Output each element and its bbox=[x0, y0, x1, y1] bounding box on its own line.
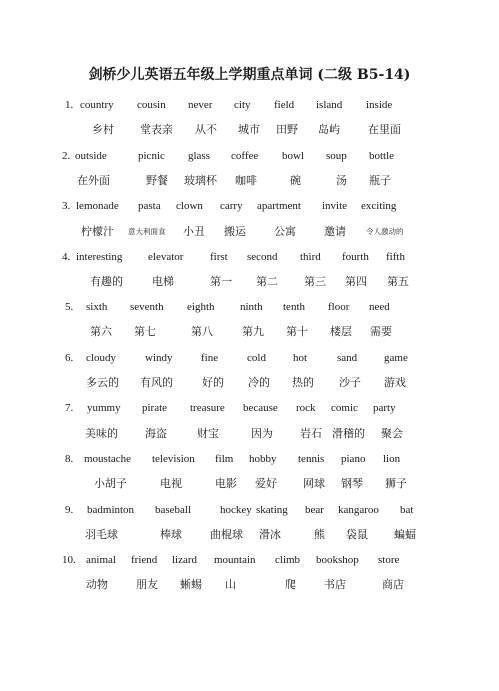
english-word-row bbox=[0, 299, 499, 315]
chinese-meaning: 滑稽的 bbox=[332, 427, 365, 440]
group-number: 9. bbox=[65, 504, 74, 516]
english-word: hot bbox=[293, 352, 308, 364]
english-word: hockey bbox=[220, 504, 252, 516]
chinese-meaning: 曲棍球 bbox=[210, 528, 243, 541]
chinese-meaning: 美味的 bbox=[85, 427, 118, 440]
english-word: friend bbox=[131, 554, 158, 566]
chinese-meaning: 第二 bbox=[256, 275, 278, 288]
english-word: windy bbox=[145, 352, 173, 364]
chinese-meaning: 需要 bbox=[370, 325, 392, 338]
english-word-row bbox=[0, 350, 499, 366]
english-word: lion bbox=[383, 453, 401, 465]
chinese-meaning: 在里面 bbox=[368, 123, 401, 136]
chinese-meaning: 电影 bbox=[215, 477, 237, 490]
chinese-meaning: 冷的 bbox=[248, 376, 270, 389]
chinese-meaning-row bbox=[0, 324, 499, 340]
english-word: film bbox=[215, 453, 234, 465]
chinese-meaning: 朋友 bbox=[136, 578, 158, 591]
english-word: hobby bbox=[249, 453, 277, 465]
chinese-meaning: 第八 bbox=[191, 325, 213, 338]
chinese-meaning: 商店 bbox=[382, 578, 404, 591]
english-word: skating bbox=[256, 504, 288, 516]
chinese-meaning: 第十 bbox=[286, 325, 308, 338]
english-word: floor bbox=[328, 301, 350, 313]
english-word: sixth bbox=[86, 301, 108, 313]
english-word: piano bbox=[341, 453, 366, 465]
chinese-meaning: 乡村 bbox=[92, 123, 114, 136]
chinese-meaning-row bbox=[0, 122, 499, 138]
chinese-meaning: 意大利面食 bbox=[128, 227, 166, 236]
chinese-meaning: 熊 bbox=[314, 528, 325, 541]
chinese-meaning: 咖啡 bbox=[235, 174, 257, 187]
chinese-meaning: 财宝 bbox=[197, 427, 219, 440]
group-number: 4. bbox=[62, 251, 71, 263]
chinese-meaning: 第一 bbox=[210, 275, 232, 288]
english-word: climb bbox=[275, 554, 301, 566]
english-word: need bbox=[369, 301, 390, 313]
group-number: 5. bbox=[65, 301, 74, 313]
chinese-meaning: 第六 bbox=[90, 325, 112, 338]
english-word: bowl bbox=[282, 150, 304, 162]
english-word: second bbox=[247, 251, 278, 263]
english-word: pasta bbox=[138, 200, 161, 212]
english-word-row bbox=[0, 148, 499, 164]
english-word: comic bbox=[331, 402, 358, 414]
english-word: city bbox=[234, 99, 251, 111]
english-word-row bbox=[0, 451, 499, 467]
chinese-meaning: 邀请 bbox=[324, 225, 346, 238]
chinese-meaning: 因为 bbox=[251, 427, 273, 440]
chinese-meaning-row bbox=[0, 577, 499, 593]
chinese-meaning: 从不 bbox=[195, 123, 217, 136]
english-word: lemonade bbox=[76, 200, 119, 212]
group-number: 2. bbox=[62, 150, 71, 162]
chinese-meaning-row bbox=[0, 476, 499, 492]
english-word: treasure bbox=[190, 402, 225, 414]
chinese-meaning: 玻璃杯 bbox=[184, 174, 217, 187]
document-title: 剑桥少儿英语五年级上学期重点单词 (二级 B5-14) bbox=[88, 67, 411, 83]
chinese-meaning: 电梯 bbox=[152, 275, 174, 288]
chinese-meaning: 书店 bbox=[324, 578, 346, 591]
group-number: 8. bbox=[65, 453, 74, 465]
english-word: country bbox=[80, 99, 114, 111]
chinese-meaning: 蝙蝠 bbox=[394, 528, 416, 541]
chinese-meaning: 棒球 bbox=[160, 528, 182, 541]
chinese-meaning: 在外面 bbox=[77, 174, 110, 187]
english-word: fine bbox=[201, 352, 219, 364]
chinese-meaning: 令人激动的 bbox=[366, 227, 404, 236]
english-word: carry bbox=[220, 200, 243, 212]
chinese-meaning: 热的 bbox=[292, 376, 314, 389]
english-word: clown bbox=[176, 200, 203, 212]
group-number: 3. bbox=[62, 200, 71, 212]
chinese-meaning: 有风的 bbox=[140, 376, 173, 389]
chinese-meaning: 有趣的 bbox=[90, 275, 123, 288]
english-word: lizard bbox=[172, 554, 198, 566]
english-word: eighth bbox=[187, 301, 215, 313]
chinese-meaning: 羽毛球 bbox=[85, 528, 118, 541]
english-word: badminton bbox=[87, 504, 135, 516]
chinese-meaning-row bbox=[0, 527, 499, 543]
english-word: picnic bbox=[138, 150, 165, 162]
english-word: apartment bbox=[257, 200, 301, 212]
english-word: kangaroo bbox=[338, 504, 379, 516]
chinese-meaning: 网球 bbox=[303, 477, 325, 490]
english-word-row bbox=[0, 198, 499, 214]
english-word: fourth bbox=[342, 251, 369, 263]
english-word: first bbox=[210, 251, 228, 263]
chinese-meaning: 山 bbox=[225, 578, 236, 591]
english-word-row bbox=[0, 249, 499, 265]
english-word: mountain bbox=[214, 554, 256, 566]
english-word: sand bbox=[337, 352, 358, 364]
chinese-meaning-row bbox=[0, 173, 499, 189]
english-word: elevator bbox=[148, 251, 184, 263]
english-word: animal bbox=[86, 554, 116, 566]
chinese-meaning: 小丑 bbox=[183, 225, 205, 238]
english-word: exciting bbox=[361, 200, 397, 212]
english-word: island bbox=[316, 99, 343, 111]
english-word: because bbox=[243, 402, 278, 414]
english-word-row bbox=[0, 400, 499, 416]
chinese-meaning-row bbox=[0, 224, 499, 240]
group-number: 7. bbox=[65, 402, 74, 414]
english-word: cloudy bbox=[86, 352, 116, 364]
english-word-row bbox=[0, 502, 499, 518]
english-word: party bbox=[373, 402, 396, 414]
chinese-meaning: 柠檬汁 bbox=[81, 225, 114, 238]
english-word: coffee bbox=[231, 150, 259, 162]
english-word: cold bbox=[247, 352, 266, 364]
english-word: outside bbox=[75, 150, 107, 162]
english-word: baseball bbox=[155, 504, 192, 516]
english-word: cousin bbox=[137, 99, 166, 111]
chinese-meaning: 汤 bbox=[336, 174, 347, 187]
chinese-meaning: 蜥蜴 bbox=[180, 578, 202, 591]
chinese-meaning: 瓶子 bbox=[369, 174, 391, 187]
chinese-meaning: 小胡子 bbox=[94, 477, 127, 490]
group-number: 10. bbox=[62, 554, 76, 566]
chinese-meaning: 爬 bbox=[285, 578, 296, 591]
english-word: bookshop bbox=[316, 554, 359, 566]
chinese-meaning: 第三 bbox=[304, 275, 326, 288]
english-word: soup bbox=[326, 150, 347, 162]
chinese-meaning-row bbox=[0, 274, 499, 290]
chinese-meaning: 楼层 bbox=[330, 325, 352, 338]
english-word: pirate bbox=[142, 402, 168, 414]
english-word: tennis bbox=[298, 453, 325, 465]
chinese-meaning: 海盗 bbox=[145, 427, 167, 440]
chinese-meaning: 野餐 bbox=[146, 174, 168, 187]
english-word: glass bbox=[188, 150, 210, 162]
english-word: tenth bbox=[283, 301, 305, 313]
english-word: store bbox=[378, 554, 400, 566]
chinese-meaning: 第九 bbox=[242, 325, 264, 338]
chinese-meaning: 第四 bbox=[345, 275, 367, 288]
english-word: game bbox=[384, 352, 408, 364]
group-number: 6. bbox=[65, 352, 74, 364]
english-word: bat bbox=[400, 504, 414, 516]
chinese-meaning: 多云的 bbox=[86, 376, 119, 389]
chinese-meaning-row bbox=[0, 426, 499, 442]
english-word-row bbox=[0, 97, 499, 113]
chinese-meaning: 钢琴 bbox=[341, 477, 363, 490]
english-word: television bbox=[152, 453, 195, 465]
english-word: bottle bbox=[369, 150, 395, 162]
chinese-meaning: 碗 bbox=[290, 174, 301, 187]
chinese-meaning: 第七 bbox=[134, 325, 156, 338]
chinese-meaning: 田野 bbox=[276, 123, 298, 136]
chinese-meaning: 堂表亲 bbox=[140, 123, 173, 136]
english-word: yummy bbox=[87, 402, 121, 414]
english-word: third bbox=[300, 251, 321, 263]
english-word: field bbox=[274, 99, 295, 111]
chinese-meaning: 游戏 bbox=[384, 376, 406, 389]
english-word: bear bbox=[305, 504, 324, 516]
chinese-meaning: 岛屿 bbox=[318, 123, 340, 136]
english-word: inside bbox=[366, 99, 393, 111]
english-word: moustache bbox=[84, 453, 132, 465]
english-word: fifth bbox=[386, 251, 405, 263]
chinese-meaning: 动物 bbox=[86, 578, 108, 591]
chinese-meaning: 袋鼠 bbox=[346, 528, 368, 541]
english-word: interesting bbox=[76, 251, 123, 263]
chinese-meaning-row bbox=[0, 375, 499, 391]
chinese-meaning: 岩石 bbox=[300, 427, 322, 440]
chinese-meaning: 沙子 bbox=[339, 376, 361, 389]
chinese-meaning: 搬运 bbox=[224, 225, 246, 238]
chinese-meaning: 爱好 bbox=[255, 477, 277, 490]
english-word: invite bbox=[322, 200, 348, 212]
english-word: seventh bbox=[130, 301, 164, 313]
chinese-meaning: 第五 bbox=[387, 275, 409, 288]
chinese-meaning: 滑冰 bbox=[259, 528, 281, 541]
chinese-meaning: 好的 bbox=[202, 376, 224, 389]
chinese-meaning: 电视 bbox=[160, 477, 182, 490]
chinese-meaning: 城市 bbox=[238, 123, 260, 136]
english-word: never bbox=[188, 99, 213, 111]
english-word: rock bbox=[296, 402, 316, 414]
chinese-meaning: 公寓 bbox=[274, 225, 296, 238]
chinese-meaning: 狮子 bbox=[385, 477, 407, 490]
english-word-row bbox=[0, 552, 499, 568]
chinese-meaning: 聚会 bbox=[381, 427, 403, 440]
group-number: 1. bbox=[65, 99, 74, 111]
english-word: ninth bbox=[240, 301, 263, 313]
